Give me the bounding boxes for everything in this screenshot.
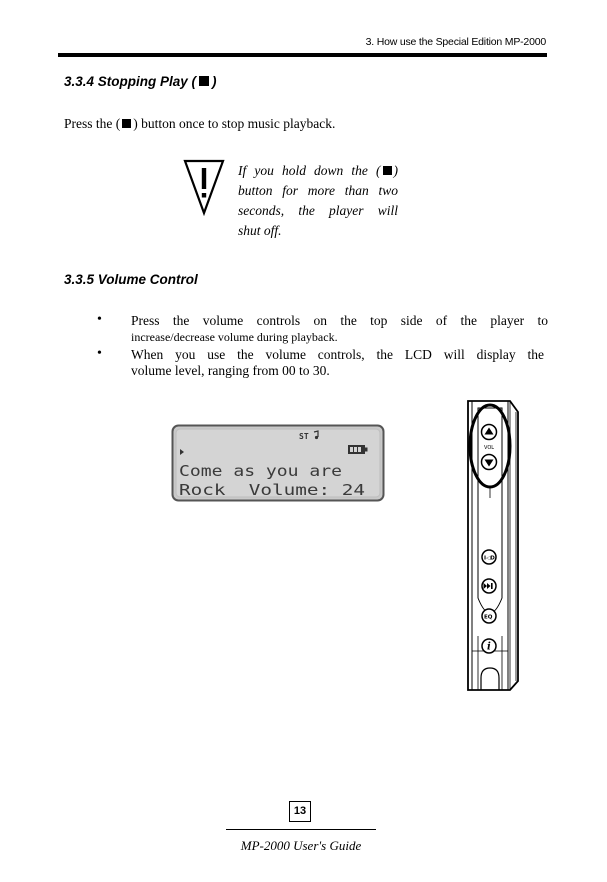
section-heading-volume-control: 3.3.5 Volume Control xyxy=(64,272,198,287)
stop-instruction xyxy=(64,116,335,132)
stop-icon xyxy=(383,166,392,175)
heading-text: 3.3.4 Stopping Play ( xyxy=(64,74,197,89)
stop-instruction-prefix: Press the ( xyxy=(64,116,121,131)
bullet-item-2 xyxy=(131,347,544,379)
stop-icon xyxy=(199,76,209,86)
bullet-item-1 xyxy=(131,313,548,345)
bullet-2-line-2: volume level, ranging from 00 to 30. xyxy=(131,363,330,378)
warning-note xyxy=(238,161,398,241)
info-icon: i xyxy=(487,641,491,653)
warning-triangle-icon xyxy=(183,158,225,221)
section-heading-stopping-play xyxy=(64,74,217,89)
page-number: 13 xyxy=(289,801,311,822)
lcd-display xyxy=(171,424,385,507)
ab-repeat-icon: I◁D xyxy=(484,555,495,562)
bullet-marker: • xyxy=(97,346,102,361)
battery-icon xyxy=(348,445,368,454)
next-track-button[interactable] xyxy=(482,579,496,593)
bullet-marker: • xyxy=(97,312,102,327)
heading-close: ) xyxy=(212,74,217,89)
eq-button[interactable] xyxy=(482,609,496,623)
note-line-2: button for more than two xyxy=(238,183,398,198)
footer-guide-title: MP-2000 User's Guide xyxy=(240,838,362,853)
ab-repeat-button[interactable] xyxy=(482,550,496,564)
info-button[interactable] xyxy=(482,639,496,653)
bullet-2-line-1: When you use the volume controls, the LCD will display the xyxy=(131,347,544,362)
lcd-line-2: Rock Volume: 24 xyxy=(179,481,365,499)
eq-icon: EQ xyxy=(484,614,493,621)
note-line-4: shut off. xyxy=(238,223,282,238)
player-side-illustration xyxy=(462,398,522,697)
lcd-line-1: Come as you are xyxy=(179,462,342,480)
vol-label: VOL xyxy=(484,445,495,451)
stop-icon xyxy=(122,119,131,128)
stop-instruction-suffix: ) button once to stop music playback. xyxy=(133,116,336,131)
stereo-indicator: ST xyxy=(299,432,309,441)
volume-up-button[interactable] xyxy=(482,425,497,440)
header-rule xyxy=(58,53,547,57)
note-line-3: seconds, the player will xyxy=(238,203,398,218)
volume-down-button[interactable] xyxy=(482,455,497,470)
note-line-1: If you hold down the ( ) xyxy=(238,163,398,178)
footer-rule xyxy=(226,829,376,830)
bullet-1-line-1: Press the volume controls on the top side of the player to xyxy=(131,313,548,328)
running-header: 3. How use the Special Edition MP-2000 xyxy=(365,36,546,48)
bullet-1-line-2: increase/decrease volume during playback. xyxy=(131,330,338,344)
